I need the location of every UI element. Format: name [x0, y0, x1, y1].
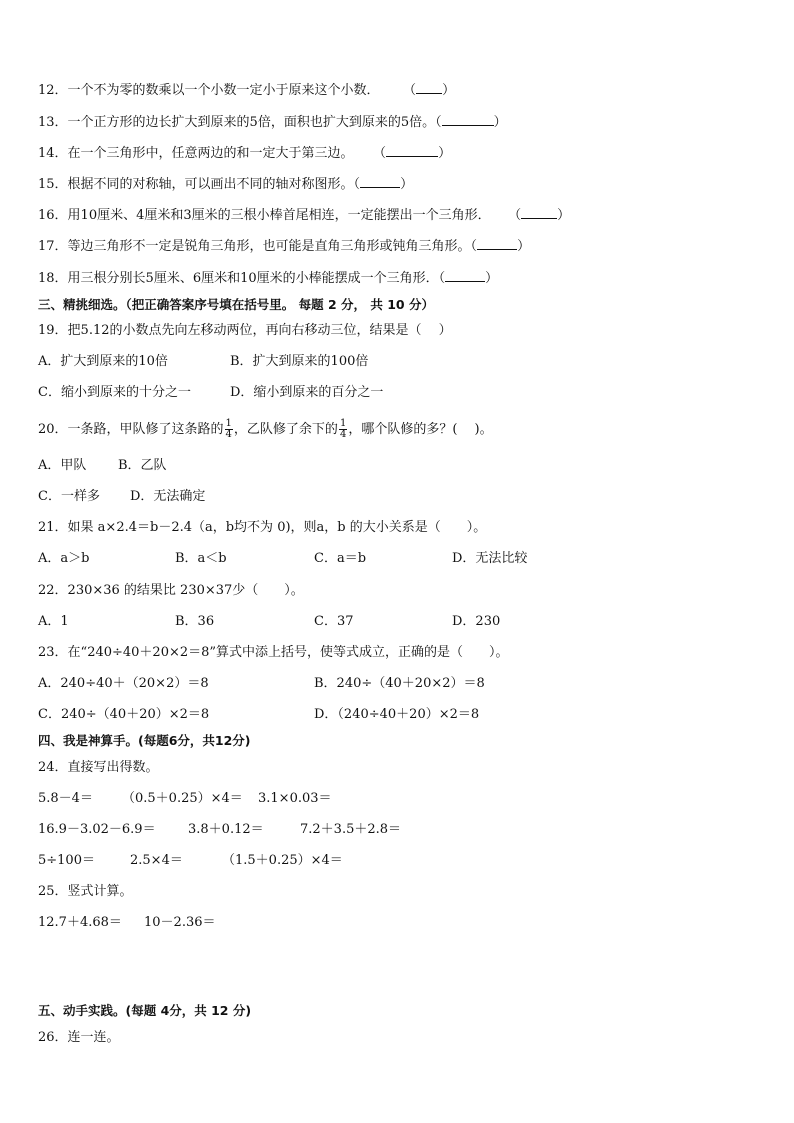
option-c[interactable]: C．37 — [314, 614, 354, 629]
answer-paren: （ ） — [435, 115, 507, 130]
option-d[interactable]: D．无法比较 — [452, 551, 528, 566]
question-text: 15．根据不同的对称轴，可以画出不同的轴对称图形。 — [38, 177, 354, 192]
question-15 — [38, 175, 413, 195]
answer-blank[interactable] — [360, 175, 400, 188]
question-24-row-3 — [38, 851, 738, 871]
answer-paren: （ ） — [379, 146, 452, 161]
question-21-options — [38, 549, 738, 569]
question-22-stem: 22．230×36 的结果比 230×37少（ ）。 — [38, 583, 304, 598]
fraction-numerator: 1 — [339, 418, 347, 429]
answer-paren: （ ） — [438, 271, 499, 286]
option-c[interactable]: C．a＝b — [314, 551, 367, 566]
option-a[interactable]: A．a＞b — [38, 551, 90, 566]
answer-blank[interactable] — [477, 237, 517, 250]
answer-blank[interactable] — [386, 144, 438, 157]
question-23-stem: 23．在“240÷40＋20×2＝8”算式中添上括号，使等式成立，正确的是（ ）。 — [38, 645, 509, 660]
question-23-options-row-2 — [38, 705, 738, 725]
answer-paren: （ ） — [353, 177, 414, 192]
section-3-title: 三、精挑细选。（把正确答案序号填在括号里。 每题 2 分， 共 10 分） — [38, 297, 434, 312]
answer-paren: （ ） — [409, 83, 456, 98]
question-19-options-row-1 — [38, 352, 738, 372]
calc-item: 5.8－4＝ — [38, 791, 93, 806]
calc-item: 7.2＋3.5＋2.8＝ — [300, 822, 402, 837]
question-17 — [38, 237, 530, 257]
section-5-title: 五、动手实践。(每题 4分，共 12 分) — [38, 1003, 252, 1018]
fraction-one-quarter — [339, 419, 347, 440]
option-a[interactable]: A．240÷40＋（20×2）＝8 — [38, 676, 209, 691]
question-text: 18．用三根分别长5厘米、6厘米和10厘米的小棒能摆成一个三角形． — [38, 271, 439, 286]
option-b[interactable]: B．a＜b — [175, 551, 227, 566]
fraction-denominator: 4 — [225, 429, 232, 440]
option-d[interactable]: D．（240÷40＋20）×2＝8 — [314, 707, 480, 722]
option-a[interactable]: A．1 — [38, 614, 69, 629]
question-20-options-row-2 — [38, 487, 738, 507]
option-c[interactable]: C．240÷（40＋20）×2＝8 — [38, 707, 210, 722]
option-d[interactable]: D．230 — [452, 614, 501, 629]
calc-item: （1.5＋0.25）×4＝ — [222, 853, 343, 868]
option-a[interactable]: A．扩大到原来的10倍 — [38, 354, 168, 369]
answer-blank[interactable] — [521, 206, 557, 219]
question-24-stem: 24．直接写出得数。 — [38, 760, 159, 775]
question-13 — [38, 113, 507, 133]
vertical-calc-item: 10－2.36＝ — [144, 915, 216, 930]
question-19-stem: 19．把5.12的小数点先向左移动两位，再向右移动三位，结果是（ ） — [38, 323, 452, 338]
section-4-title: 四、我是神算手。(每题6分，共12分) — [38, 733, 251, 748]
question-text: 17．等边三角形不一定是锐角三角形，也可能是直角三角形或钝角三角形。 — [38, 239, 471, 254]
question-18 — [38, 269, 498, 289]
question-text: 20．一条路，甲队修了这条路的 — [38, 422, 224, 437]
question-text: 12．一个不为零的数乘以一个小数一定小于原来这个小数． — [38, 83, 380, 98]
answer-blank[interactable] — [442, 113, 494, 126]
question-23-options-row-1 — [38, 674, 738, 694]
question-24-row-2 — [38, 820, 738, 840]
question-14 — [38, 144, 451, 164]
answer-blank[interactable] — [416, 81, 442, 94]
fraction-denominator: 4 — [339, 429, 347, 440]
question-16 — [38, 206, 570, 226]
option-c[interactable]: C．一样多 — [38, 489, 100, 504]
option-b[interactable]: B．36 — [175, 614, 215, 629]
calc-item: 16.9－3.02－6.9＝ — [38, 822, 156, 837]
question-22-options — [38, 612, 738, 632]
vertical-calc-item: 12.7＋4.68＝ — [38, 915, 122, 930]
question-19-options-row-2 — [38, 383, 738, 403]
question-12 — [38, 81, 455, 101]
question-text: ，哪个队修的多？( )。 — [348, 422, 493, 437]
fraction-numerator: 1 — [225, 418, 232, 429]
calc-item: 3.8＋0.12＝ — [188, 822, 264, 837]
question-20-stem — [38, 418, 493, 442]
question-text: 14．在一个三角形中，任意两边的和一定大于第三边。 — [38, 146, 354, 161]
calc-item: （0.5＋0.25）×4＝ — [122, 791, 243, 806]
question-21-stem: 21．如果 a×2.4＝b－2.4（a，b均不为 0)，则a，b 的大小关系是（ ）。 — [38, 520, 487, 535]
option-b[interactable]: B．240÷（40＋20×2）＝8 — [314, 676, 485, 691]
question-24-row-1 — [38, 789, 738, 809]
question-25-stem: 25．竖式计算。 — [38, 884, 133, 899]
option-d[interactable]: D．缩小到原来的百分之一 — [230, 385, 384, 400]
answer-paren: （ ） — [514, 208, 571, 223]
question-text: 16．用10厘米、4厘米和3厘米的三根小棒首尾相连，一定能摆出一个三角形． — [38, 208, 491, 223]
option-b[interactable]: B．乙队 — [118, 458, 167, 473]
answer-blank[interactable] — [445, 269, 485, 282]
option-d[interactable]: D．无法确定 — [130, 489, 206, 504]
calc-item: 5÷100＝ — [38, 853, 95, 868]
question-text: ，乙队修了余下的 — [233, 422, 338, 437]
question-20-options-row-1 — [38, 456, 738, 476]
question-26-stem: 26．连一连。 — [38, 1030, 120, 1045]
answer-paren: （ ） — [470, 239, 531, 254]
question-text: 13．一个正方形的边长扩大到原来的5倍，面积也扩大到原来的5倍。 — [38, 115, 436, 130]
option-a[interactable]: A．甲队 — [38, 458, 87, 473]
calc-item: 3.1×0.03＝ — [258, 791, 332, 806]
calc-item: 2.5×4＝ — [130, 853, 183, 868]
question-25-items — [38, 913, 738, 933]
option-c[interactable]: C．缩小到原来的十分之一 — [38, 385, 191, 400]
fraction-one-quarter — [225, 419, 233, 440]
option-b[interactable]: B．扩大到原来的100倍 — [230, 354, 369, 369]
